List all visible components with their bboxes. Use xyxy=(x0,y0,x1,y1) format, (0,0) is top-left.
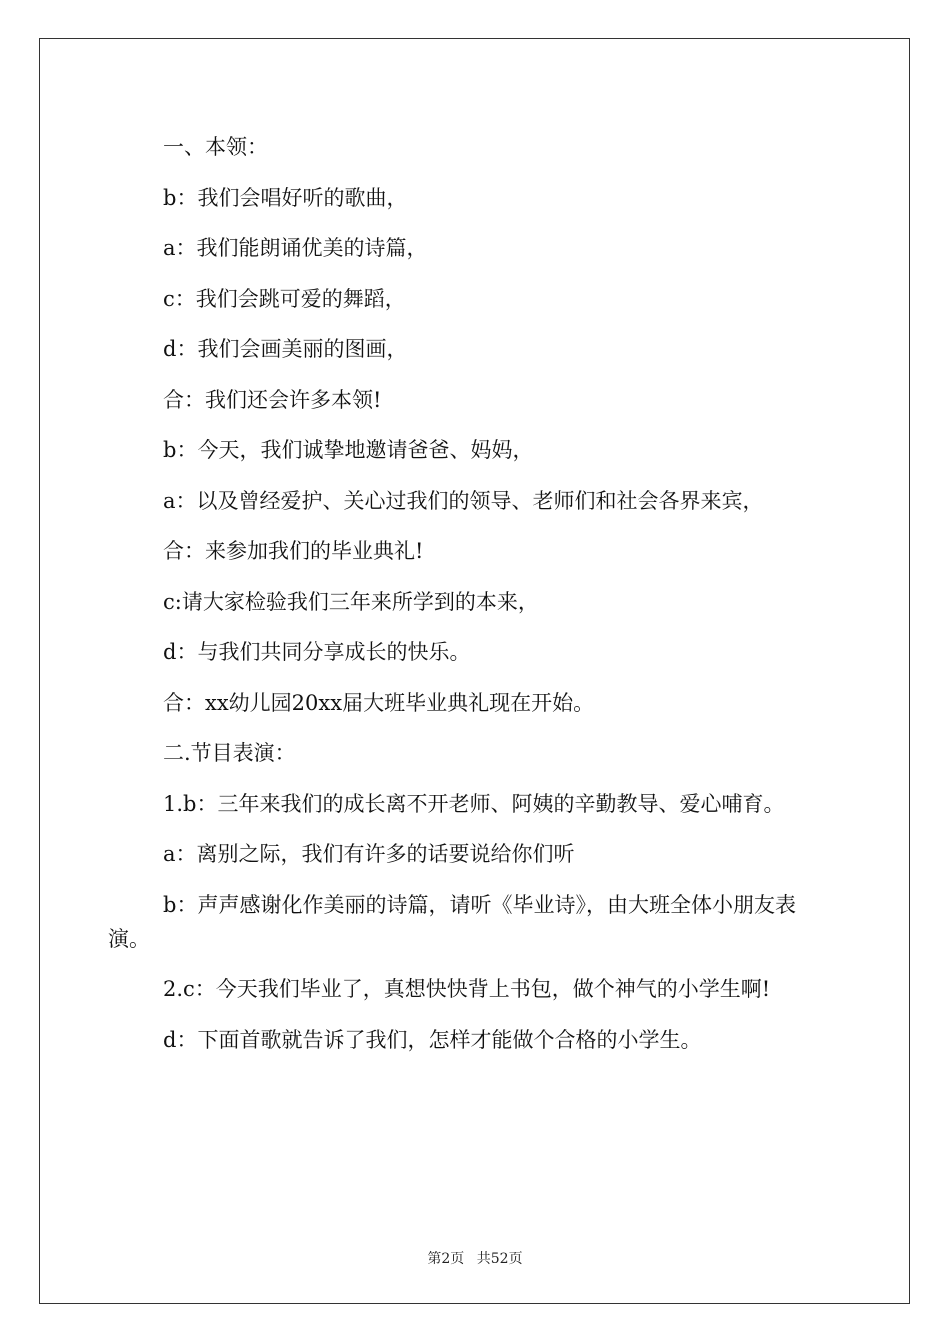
paragraph: d：与我们共同分享成长的快乐。 xyxy=(163,640,471,664)
paragraph: a：离别之际，我们有许多的话要说给你们听 xyxy=(163,842,575,866)
page-count: 共52页 xyxy=(476,1251,523,1267)
paragraph: 2.c：今天我们毕业了，真想快快背上书包，做个神气的小学生啊! xyxy=(163,977,771,1001)
paragraph: 1.b：三年来我们的成长离不开老师、阿姨的辛勤教导、爱心哺育。 xyxy=(163,791,785,816)
paragraph: b：今天，我们诚挚地邀请爸爸、妈妈， xyxy=(163,438,534,462)
page-footer xyxy=(0,1248,950,1268)
paragraph: d：下面首歌就告诉了我们，怎样才能做个合格的小学生。 xyxy=(163,1027,702,1052)
section-heading: 二.节目表演： xyxy=(163,741,296,765)
paragraph: a：我们能朗诵优美的诗篇， xyxy=(163,236,428,260)
paragraph: b：我们会唱好听的歌曲， xyxy=(163,185,408,210)
paragraph: 合：xx幼儿园20xx届大班毕业典礼现在开始。 xyxy=(163,690,595,715)
paragraph: 合：来参加我们的毕业典礼! xyxy=(163,539,424,563)
paragraph: 一、本领： xyxy=(163,135,268,159)
paragraph: b：声声感谢化作美丽的诗篇，请听《毕业诗》，由大班全体小朋友表演。 xyxy=(108,892,796,951)
paragraph: c:请大家检验我们三年来所学到的本来， xyxy=(163,589,539,614)
paragraph: c：我们会跳可爱的舞蹈， xyxy=(163,286,406,311)
page-number: 第2页 xyxy=(427,1251,465,1267)
paragraph: a：以及曾经爱护、关心过我们的领导、老师们和社会各界来宾， xyxy=(163,488,764,513)
document-body xyxy=(108,130,835,1073)
paragraph: d：我们会画美丽的图画， xyxy=(163,337,408,361)
paragraph: 合：我们还会许多本领! xyxy=(163,387,382,412)
